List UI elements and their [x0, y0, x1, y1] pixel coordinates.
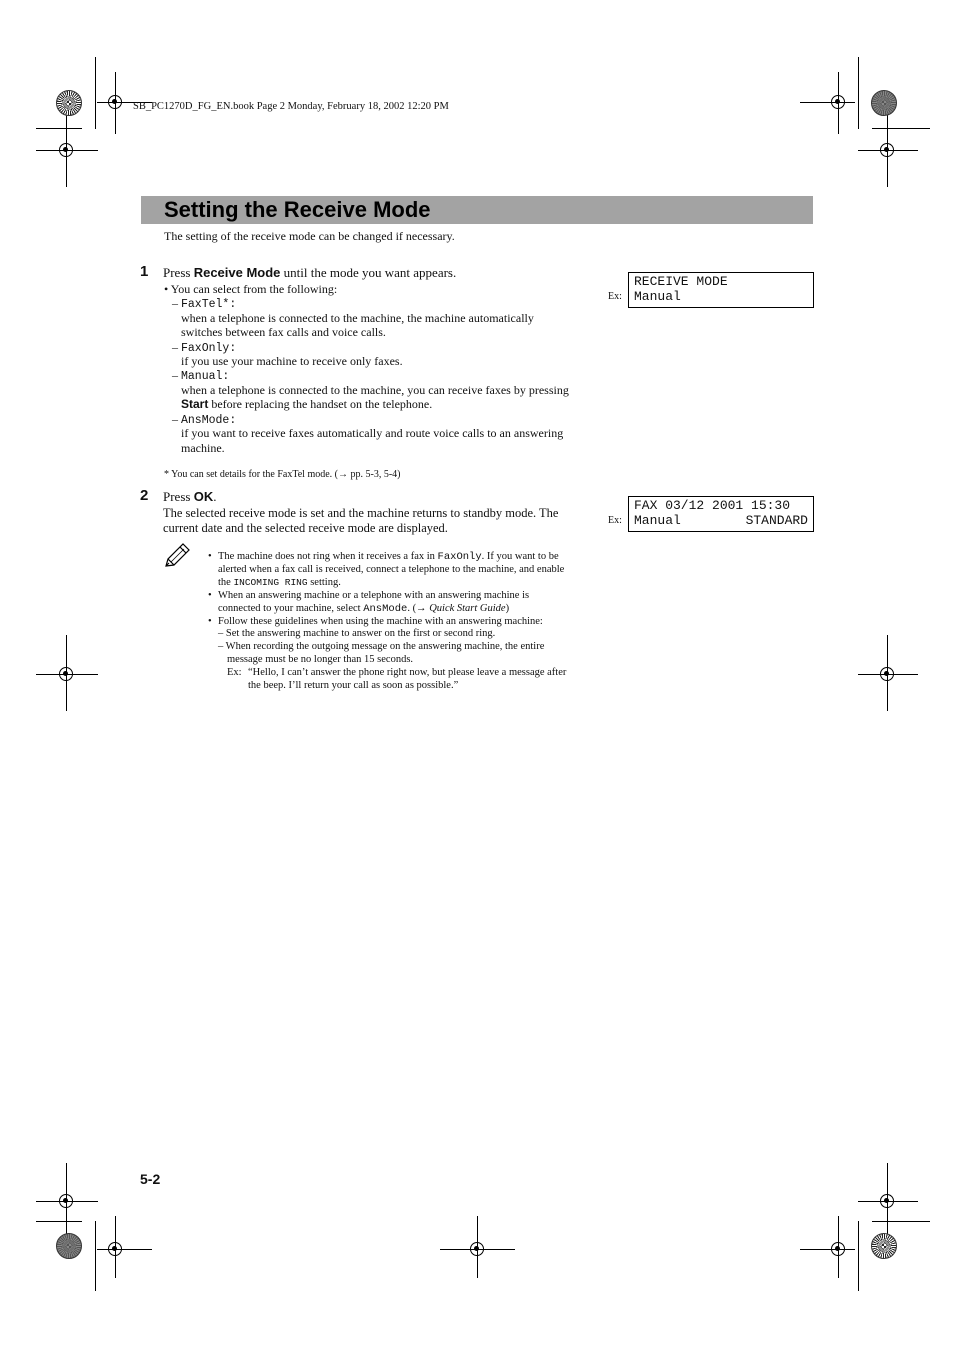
registration-mark-icon — [59, 143, 73, 157]
mode-description: when a telephone is connected to the machine, the machine automatically — [181, 311, 534, 325]
step-number: 1 — [140, 263, 149, 280]
mode-item: – FaxTel*: — [172, 296, 237, 311]
step-number: 2 — [140, 487, 149, 504]
note-bullet-dot: • — [208, 616, 212, 627]
mode-description: if you use your machine to receive only faxes. — [181, 354, 403, 368]
note-text: the INCOMING RING setting. — [218, 577, 341, 588]
example-quote: “Hello, I can’t answer the phone right now, but please leave a message after — [248, 667, 567, 678]
registration-mark-icon — [880, 667, 894, 681]
note-pencil-icon — [164, 542, 192, 568]
example-label: Ex: — [227, 667, 242, 678]
mode-description: Start before replacing the handset on the telephone. — [181, 397, 433, 411]
note-text: alerted when a fax call is received, connect a telephone to the machine, and enable — [218, 564, 565, 575]
key-label: OK — [193, 489, 214, 504]
example-label: Ex: — [608, 291, 622, 302]
mode-description: machine. — [181, 441, 225, 455]
note-subitem: – When recording the outgoing message on the answering machine, the entire — [218, 641, 545, 652]
lcd-line: FAX 03/12 2001 15:30 — [634, 498, 791, 513]
step-2-text: The selected receive mode is set and the machine returns to standby mode. The — [163, 506, 559, 520]
mode-item: – FaxOnly: — [172, 340, 237, 355]
step-2-instruction: Press OK. — [163, 489, 217, 504]
bullet-text: • You can select from the following: — [164, 282, 338, 296]
registration-mark-icon — [59, 667, 73, 681]
registration-mark-icon — [831, 95, 845, 109]
note-text: Follow these guidelines when using the machine with an answering machine: — [218, 616, 543, 627]
mode-description: when a telephone is connected to the machine, you can receive faxes by pressing — [181, 383, 569, 397]
registration-mark-icon — [59, 1194, 73, 1208]
book-header-info: SB_PC1270D_FG_EN.book Page 2 Monday, February 18, 2002 12:20 PM — [133, 101, 449, 112]
registration-mark-icon — [880, 143, 894, 157]
step-1-instruction: Press Receive Mode until the mode you want appears. — [163, 265, 457, 280]
lcd-display — [628, 496, 814, 532]
mode-name: FaxOnly — [181, 342, 230, 355]
footnote: * You can set details for the FaxTel mode. (→ pp. 5-3, 5-4) — [164, 469, 401, 480]
mode-item: – AnsMode: — [172, 412, 237, 427]
lcd-line: Manual — [634, 289, 681, 304]
registration-mark-icon — [470, 1242, 484, 1256]
mode-name: Manual — [181, 370, 223, 383]
color-rosette-icon — [56, 90, 82, 116]
color-rosette-icon — [871, 1233, 897, 1259]
page-title: Setting the Receive Mode — [164, 197, 431, 222]
registration-mark-icon — [831, 1242, 845, 1256]
note-text: When an answering machine or a telephone with an answering machine is — [218, 590, 530, 601]
key-label: Receive Mode — [193, 265, 281, 280]
lcd-line: RECEIVE MODE — [634, 274, 728, 289]
lcd-line: Manual STANDARD — [634, 513, 808, 528]
key-label: Start — [181, 397, 209, 411]
note-text: connected to your machine, select AnsMode. (→ Quick Start Guide) — [218, 603, 510, 615]
mode-name: AnsMode — [181, 414, 230, 427]
note-subitem: – Set the answering machine to answer on the first or second ring. — [218, 628, 496, 639]
note-bullet-dot: • — [208, 551, 212, 562]
registration-mark-icon — [108, 1242, 122, 1256]
note-subitem: message must be no longer than 15 seconds. — [227, 654, 414, 665]
page-number: 5-2 — [140, 1171, 161, 1187]
registration-mark-icon — [108, 95, 122, 109]
intro-text: The setting of the receive mode can be changed if necessary. — [164, 229, 455, 243]
mode-description: switches between fax calls and voice calls. — [181, 325, 386, 339]
mode-description: if you want to receive faxes automatically and route voice calls to an answering — [181, 426, 564, 440]
step-2-text: current date and the selected receive mode are displayed. — [163, 521, 448, 535]
note-bullet-dot: • — [208, 590, 212, 601]
mode-name: FaxTel* — [181, 298, 230, 311]
color-rosette-icon — [871, 90, 897, 116]
color-rosette-icon — [56, 1233, 82, 1259]
mode-item: – Manual: — [172, 368, 230, 383]
lcd-display — [628, 272, 814, 308]
note-text: The machine does not ring when it receives a fax in FaxOnly. If you want to be — [218, 551, 559, 563]
registration-mark-icon — [880, 1194, 894, 1208]
example-label: Ex: — [608, 515, 622, 526]
example-quote: the beep. I’ll return your call as soon as possible.” — [248, 680, 459, 691]
